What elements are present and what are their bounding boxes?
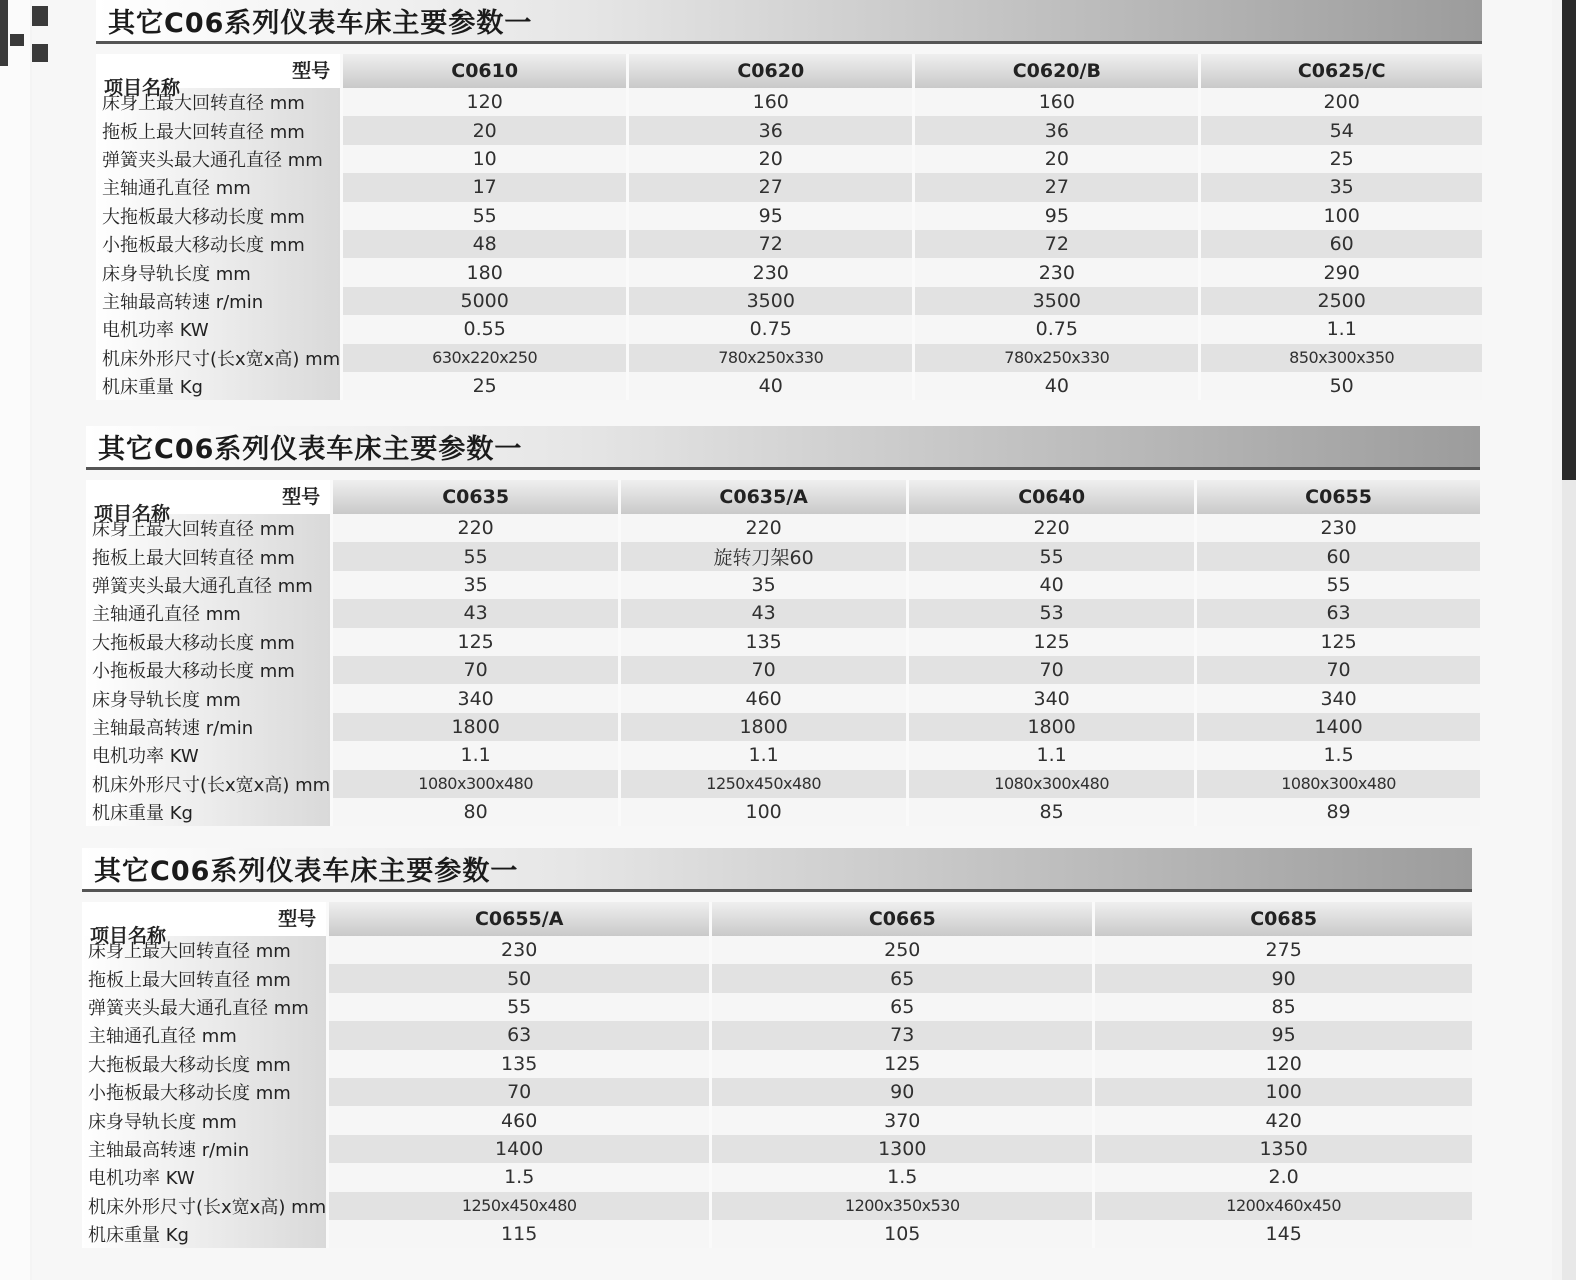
table-row [82, 1135, 1472, 1163]
row-label: 主轴最高转速 r/min [82, 1135, 328, 1163]
page-edge-right-lower [1562, 480, 1576, 1280]
table-row [82, 964, 1472, 992]
row-label: 主轴通孔直径 mm [86, 599, 332, 627]
table-cell: 460 [328, 1106, 711, 1134]
model-column-header: C0620 [628, 54, 914, 88]
table-cell: 48 [342, 230, 628, 258]
table-row [82, 1106, 1472, 1134]
table-cell: 70 [332, 656, 620, 684]
table-cell: 72 [914, 230, 1200, 258]
table-cell: 1080x300x480 [332, 770, 620, 798]
table-cell: 1800 [620, 713, 908, 741]
table-row [82, 1163, 1472, 1191]
table-cell: 100 [1200, 202, 1482, 230]
table-cell: 135 [328, 1050, 711, 1078]
table-cell: 1.5 [1196, 741, 1480, 769]
row-label: 大拖板最大移动长度 mm [96, 202, 342, 230]
page-margin-left [0, 0, 30, 1280]
table-cell: 54 [1200, 116, 1482, 144]
table-cell: 40 [908, 571, 1196, 599]
table-cell: 70 [620, 656, 908, 684]
table-cell: 1.1 [908, 741, 1196, 769]
table-cell: 55 [1196, 571, 1480, 599]
table-cell: 105 [711, 1220, 1094, 1248]
table-cell: 460 [620, 684, 908, 712]
table-cell: 35 [1200, 173, 1482, 201]
table-cell: 420 [1094, 1106, 1472, 1134]
row-label: 床身上最大回转直径 mm [86, 514, 332, 542]
table-cell: 340 [908, 684, 1196, 712]
table-row [82, 1050, 1472, 1078]
table-cell: 25 [1200, 145, 1482, 173]
item-header-label: 项目名称 [94, 503, 171, 525]
table-cell: 43 [332, 599, 620, 627]
row-label: 弹簧夹头最大通孔直径 mm [96, 145, 342, 173]
table-cell: 230 [914, 258, 1200, 286]
model-column-header: C0635/A [620, 480, 908, 514]
table-cell: 72 [628, 230, 914, 258]
row-label: 机床重量 Kg [96, 372, 342, 400]
table-cell: 63 [328, 1021, 711, 1049]
table-cell: 50 [1200, 372, 1482, 400]
model-column-header: C0665 [711, 902, 1094, 936]
table-cell: 55 [328, 993, 711, 1021]
table-cell: 780x250x330 [628, 344, 914, 372]
table-cell: 100 [1094, 1078, 1472, 1106]
table-row [96, 344, 1482, 372]
table-row [86, 656, 1480, 684]
table-cell: 630x220x250 [342, 344, 628, 372]
model-column-header: C0685 [1094, 902, 1472, 936]
row-label: 机床重量 Kg [86, 798, 332, 826]
row-label: 拖板上最大回转直径 mm [96, 116, 342, 144]
table-cell: 340 [332, 684, 620, 712]
table-row [86, 514, 1480, 542]
table-cell: 53 [908, 599, 1196, 627]
table-cell: 1300 [711, 1135, 1094, 1163]
table-row [82, 1192, 1472, 1220]
table-cell: 125 [332, 628, 620, 656]
table-cell: 125 [1196, 628, 1480, 656]
table-cell: 95 [628, 202, 914, 230]
table-cell: 40 [628, 372, 914, 400]
row-label: 主轴通孔直径 mm [82, 1021, 328, 1049]
model-column-header: C0655/A [328, 902, 711, 936]
row-label: 弹簧夹头最大通孔直径 mm [86, 571, 332, 599]
corner-mark [0, 0, 8, 66]
table-cell: 85 [908, 798, 1196, 826]
table-cell: 55 [332, 542, 620, 570]
section-title: 其它C06系列仪表车床主要参数一 [82, 848, 1472, 892]
table-cell: 90 [711, 1078, 1094, 1106]
table-cell: 5000 [342, 287, 628, 315]
table-cell: 230 [328, 936, 711, 964]
row-label: 电机功率 KW [96, 315, 342, 343]
row-label: 床身导轨长度 mm [86, 684, 332, 712]
table-row [96, 202, 1482, 230]
table-cell: 36 [628, 116, 914, 144]
table-cell: 35 [332, 571, 620, 599]
table-cell: 70 [1196, 656, 1480, 684]
table-cell: 10 [342, 145, 628, 173]
table-row [96, 258, 1482, 286]
table-cell: 20 [914, 145, 1200, 173]
spec-section-2 [86, 426, 1480, 826]
table-cell: 55 [342, 202, 628, 230]
table-cell: 89 [1196, 798, 1480, 826]
row-label: 机床外形尺寸(长x宽x高) mm [86, 770, 332, 798]
table-cell: 73 [711, 1021, 1094, 1049]
spec-section-3 [82, 848, 1472, 1248]
table-cell: 1080x300x480 [908, 770, 1196, 798]
table-cell: 85 [1094, 993, 1472, 1021]
table-cell: 1800 [908, 713, 1196, 741]
table-cell: 70 [908, 656, 1196, 684]
corner-mark [10, 34, 24, 46]
section-title: 其它C06系列仪表车床主要参数一 [86, 426, 1480, 470]
header-row [96, 54, 1482, 88]
table-cell: 125 [908, 628, 1196, 656]
table-cell: 1.1 [1200, 315, 1482, 343]
table-cell: 1200x350x530 [711, 1192, 1094, 1220]
table-row [96, 372, 1482, 400]
table-row [82, 1021, 1472, 1049]
table-cell: 120 [342, 88, 628, 116]
table-cell: 50 [328, 964, 711, 992]
model-column-header: C0620/B [914, 54, 1200, 88]
row-label: 机床外形尺寸(长x宽x高) mm [96, 344, 342, 372]
table-cell: 0.55 [342, 315, 628, 343]
table-cell: 125 [711, 1050, 1094, 1078]
corner-header [82, 902, 328, 947]
table-cell: 2.0 [1094, 1163, 1472, 1191]
table-cell: 旋转刀架60 [620, 542, 908, 570]
table-row [96, 315, 1482, 343]
table-cell: 1.1 [332, 741, 620, 769]
table-cell: 27 [914, 173, 1200, 201]
table-cell: 230 [628, 258, 914, 286]
table-cell: 3500 [914, 287, 1200, 315]
model-header-label: 型号 [278, 908, 317, 930]
table-cell: 0.75 [628, 315, 914, 343]
header-row [86, 480, 1480, 514]
table-cell: 145 [1094, 1220, 1472, 1248]
row-label: 床身导轨长度 mm [82, 1106, 328, 1134]
table-cell: 180 [342, 258, 628, 286]
table-cell: 60 [1200, 230, 1482, 258]
table-row [86, 741, 1480, 769]
corner-header [86, 480, 332, 525]
table-cell: 850x300x350 [1200, 344, 1482, 372]
table-cell: 20 [628, 145, 914, 173]
table-row [96, 88, 1482, 116]
row-label: 床身导轨长度 mm [96, 258, 342, 286]
table-cell: 1250x450x480 [620, 770, 908, 798]
table-cell: 3500 [628, 287, 914, 315]
row-label: 电机功率 KW [82, 1163, 328, 1191]
row-label: 小拖板最大移动长度 mm [96, 230, 342, 258]
table-cell: 1400 [328, 1135, 711, 1163]
table-cell: 60 [1196, 542, 1480, 570]
model-column-header: C0625/C [1200, 54, 1482, 88]
model-header-label: 型号 [292, 60, 331, 82]
table-cell: 95 [914, 202, 1200, 230]
table-cell: 1.5 [328, 1163, 711, 1191]
table-cell: 160 [914, 88, 1200, 116]
row-label: 小拖板最大移动长度 mm [82, 1078, 328, 1106]
table-cell: 250 [711, 936, 1094, 964]
table-cell: 65 [711, 964, 1094, 992]
row-label: 拖板上最大回转直径 mm [86, 542, 332, 570]
item-header-label: 项目名称 [104, 77, 181, 99]
row-label: 大拖板最大移动长度 mm [86, 628, 332, 656]
table-row [96, 230, 1482, 258]
table-cell: 200 [1200, 88, 1482, 116]
table-cell: 1800 [332, 713, 620, 741]
table-cell: 27 [628, 173, 914, 201]
spec-table [96, 54, 1482, 400]
table-cell: 36 [914, 116, 1200, 144]
table-row [82, 936, 1472, 964]
row-label: 机床重量 Kg [82, 1220, 328, 1248]
row-label: 床身上最大回转直径 mm [96, 88, 342, 116]
item-header-label: 项目名称 [90, 925, 167, 947]
table-cell: 1080x300x480 [1196, 770, 1480, 798]
table-cell: 80 [332, 798, 620, 826]
table-cell: 2500 [1200, 287, 1482, 315]
row-label: 弹簧夹头最大通孔直径 mm [82, 993, 328, 1021]
table-cell: 90 [1094, 964, 1472, 992]
table-cell: 1.1 [620, 741, 908, 769]
table-cell: 55 [908, 542, 1196, 570]
table-cell: 220 [908, 514, 1196, 542]
table-cell: 1400 [1196, 713, 1480, 741]
table-row [86, 628, 1480, 656]
table-row [82, 1220, 1472, 1248]
table-cell: 340 [1196, 684, 1480, 712]
page-edge-right [1562, 0, 1576, 480]
corner-mark [32, 6, 48, 26]
table-cell: 20 [342, 116, 628, 144]
model-column-header: C0610 [342, 54, 628, 88]
table-cell: 160 [628, 88, 914, 116]
row-label: 主轴最高转速 r/min [86, 713, 332, 741]
row-label: 主轴最高转速 r/min [96, 287, 342, 315]
table-cell: 95 [1094, 1021, 1472, 1049]
spec-section-1 [96, 0, 1482, 400]
table-row [86, 770, 1480, 798]
table-row [96, 116, 1482, 144]
table-cell: 115 [328, 1220, 711, 1248]
table-cell: 1350 [1094, 1135, 1472, 1163]
table-row [82, 1078, 1472, 1106]
table-cell: 65 [711, 993, 1094, 1021]
table-cell: 135 [620, 628, 908, 656]
table-row [86, 798, 1480, 826]
section-title: 其它C06系列仪表车床主要参数一 [96, 0, 1482, 44]
table-row [86, 684, 1480, 712]
row-label: 主轴通孔直径 mm [96, 173, 342, 201]
table-cell: 1250x450x480 [328, 1192, 711, 1220]
table-cell: 40 [914, 372, 1200, 400]
table-cell: 1200x460x450 [1094, 1192, 1472, 1220]
table-cell: 275 [1094, 936, 1472, 964]
model-column-header: C0655 [1196, 480, 1480, 514]
table-cell: 25 [342, 372, 628, 400]
table-cell: 220 [620, 514, 908, 542]
table-row [86, 571, 1480, 599]
table-cell: 220 [332, 514, 620, 542]
table-cell: 17 [342, 173, 628, 201]
corner-header [96, 54, 342, 99]
header-row [82, 902, 1472, 936]
corner-mark [32, 44, 48, 62]
row-label: 小拖板最大移动长度 mm [86, 656, 332, 684]
table-row [96, 287, 1482, 315]
table-cell: 290 [1200, 258, 1482, 286]
table-cell: 100 [620, 798, 908, 826]
table-cell: 63 [1196, 599, 1480, 627]
table-row [86, 713, 1480, 741]
table-row [86, 599, 1480, 627]
table-cell: 0.75 [914, 315, 1200, 343]
table-row [86, 542, 1480, 570]
table-cell: 780x250x330 [914, 344, 1200, 372]
model-column-header: C0640 [908, 480, 1196, 514]
row-label: 拖板上最大回转直径 mm [82, 964, 328, 992]
model-column-header: C0635 [332, 480, 620, 514]
table-cell: 43 [620, 599, 908, 627]
table-cell: 35 [620, 571, 908, 599]
table-row [96, 145, 1482, 173]
row-label: 机床外形尺寸(长x宽x高) mm [82, 1192, 328, 1220]
table-cell: 70 [328, 1078, 711, 1106]
row-label: 大拖板最大移动长度 mm [82, 1050, 328, 1078]
spec-table [82, 902, 1472, 1248]
table-cell: 230 [1196, 514, 1480, 542]
table-row [82, 993, 1472, 1021]
table-cell: 120 [1094, 1050, 1472, 1078]
row-label: 电机功率 KW [86, 741, 332, 769]
spec-table [86, 480, 1480, 826]
table-row [96, 173, 1482, 201]
model-header-label: 型号 [282, 486, 321, 508]
table-cell: 370 [711, 1106, 1094, 1134]
row-label: 床身上最大回转直径 mm [82, 936, 328, 964]
table-cell: 1.5 [711, 1163, 1094, 1191]
